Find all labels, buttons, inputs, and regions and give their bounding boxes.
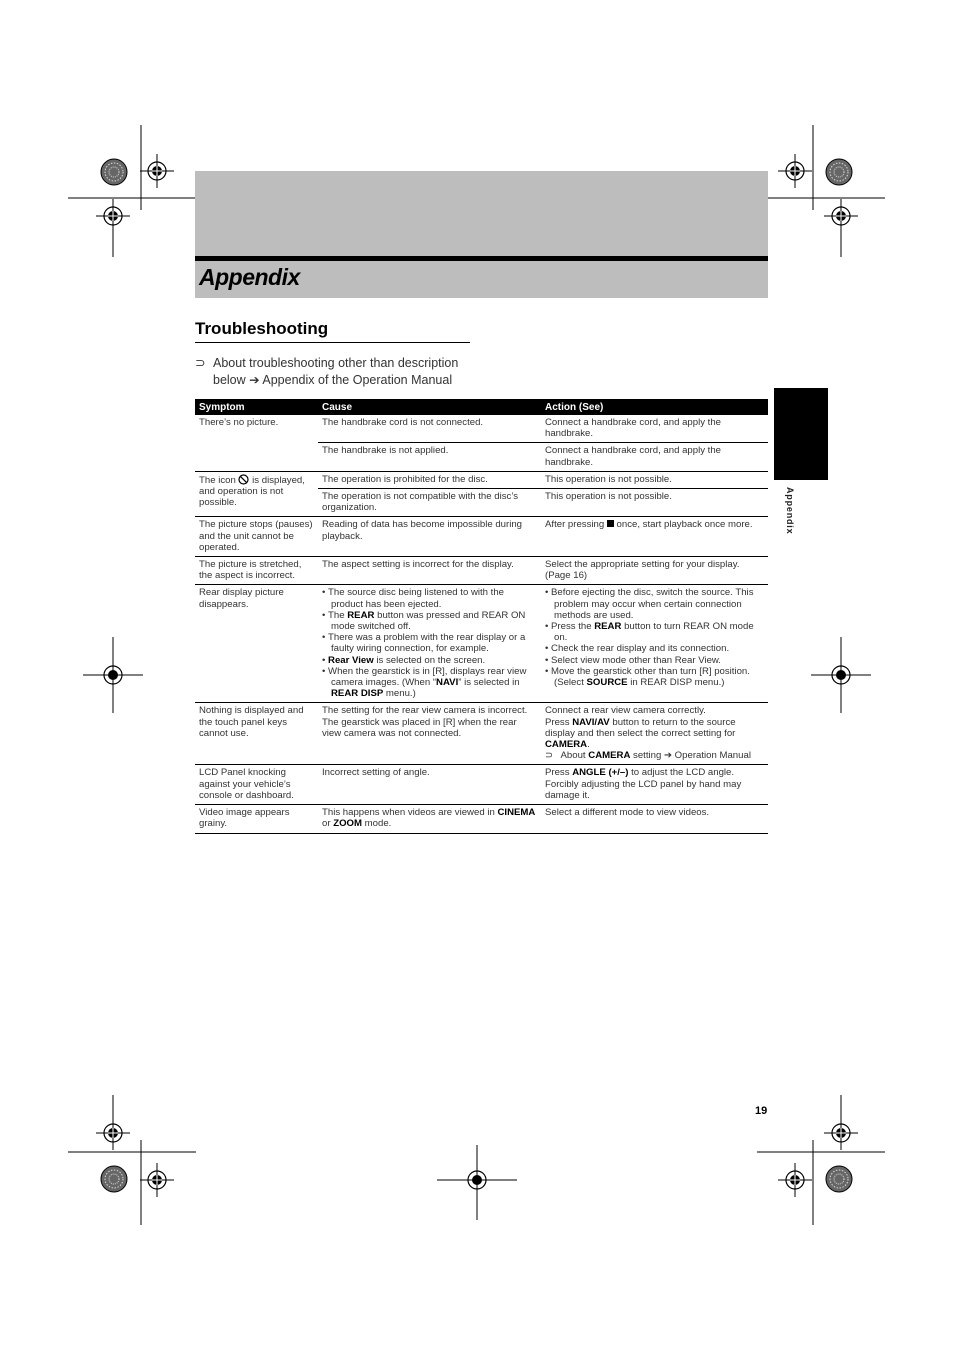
side-tab-label: Appendix [785, 487, 795, 535]
column-header-symptom: Symptom [195, 399, 318, 415]
list-item: • Before ejecting the disc, switch the source. This problem may occur when certain connection methods are used. [545, 587, 764, 621]
reference-note-line2: below ➔ Appendix of the Operation Manual [213, 373, 453, 387]
chapter-header-rule [195, 256, 768, 261]
table-row [195, 585, 768, 703]
action-cell: This operation is not possible. [541, 471, 768, 488]
reg-mark-mid-left [83, 637, 143, 713]
column-header-action: Action (See) [541, 399, 768, 415]
table-row [195, 765, 768, 805]
reference-arrow-icon: ⊃ [545, 750, 554, 762]
action-cell: Press ANGLE (+/–) to adjust the LCD angle. Forcibly adjusting the LCD panel by hand may damage it. [541, 765, 768, 805]
cause-cell: The setting for the rear view camera is incorrect. The gearstick was placed in [R] when the rear view camera was not connected. [318, 703, 541, 765]
action-cell: After pressing once, start playback once more. [541, 517, 768, 557]
list-item: • Move the gearstick other than turn [R] position. (Select SOURCE in REAR DISP menu.) [545, 666, 764, 688]
reference-note [195, 355, 485, 389]
table-row [195, 415, 768, 443]
reg-mark-bottom-right [757, 1095, 885, 1225]
list-item: • Rear View is selected on the screen. [322, 655, 537, 666]
action-cell: Connect a handbrake cord, and apply the handbrake. [541, 443, 768, 471]
page-number: 19 [755, 1105, 768, 1117]
cause-cell: The handbrake is not applied. [318, 443, 541, 471]
cause-cell: The operation is not compatible with the disc’s organization. [318, 489, 541, 517]
stop-icon [607, 520, 614, 527]
list-item: • Press the REAR button to turn REAR ON mode on. [545, 621, 764, 643]
action-cell: Connect a rear view camera correctly. Press NAVI/AV button to return to the source display and then select the correct setting for CAMERA. ⊃ About CAMERA setting ➔ Operation Manual [541, 703, 768, 765]
reg-mark-bottom-left [68, 1095, 196, 1225]
symptom-cell: There’s no picture. [195, 415, 318, 471]
cause-cell: The operation is prohibited for the disc. [318, 471, 541, 488]
list-item: • Check the rear display and its connection. [545, 643, 764, 654]
chapter-title: Appendix [199, 264, 300, 290]
list-item: • The REAR button was pressed and REAR ON mode switched off. [322, 610, 537, 632]
list-item: • Select view mode other than Rear View. [545, 655, 764, 666]
reference-note-line1: About troubleshooting other than description [213, 356, 459, 370]
reg-mark-top-left [68, 125, 196, 257]
symptom-cell: LCD Panel knocking against your vehicle’s console or dashboard. [195, 765, 318, 805]
symptom-cell: The picture stops (pauses) and the unit cannot be operated. [195, 517, 318, 557]
section-title: Troubleshooting [195, 319, 329, 338]
table-header-row [195, 399, 768, 415]
troubleshooting-table [195, 399, 768, 834]
prohibited-icon [238, 474, 249, 485]
action-cell: Connect a handbrake cord, and apply the handbrake. [541, 415, 768, 443]
reg-mark-bottom-center [437, 1145, 517, 1220]
cause-cell [318, 585, 541, 703]
symptom-cell: Video image appears grainy. [195, 805, 318, 833]
table-row [195, 471, 768, 488]
symptom-cell: The icon is displayed, and operation is not possible. [195, 471, 318, 517]
action-cell: Select the appropriate setting for your display. (Page 16) [541, 557, 768, 585]
symptom-cell: Rear display picture disappears. [195, 585, 318, 703]
table-row [195, 557, 768, 585]
action-list [545, 587, 764, 688]
cause-cell: This happens when videos are viewed in CINEMA or ZOOM mode. [318, 805, 541, 833]
column-header-cause: Cause [318, 399, 541, 415]
cause-cell: The handbrake cord is not connected. [318, 415, 541, 443]
cause-cell: The aspect setting is incorrect for the display. [318, 557, 541, 585]
reference-arrow-icon: ⊃ [195, 356, 206, 370]
section-title-rule [195, 342, 470, 343]
side-tab-marker [774, 388, 828, 480]
symptom-cell: Nothing is displayed and the touch panel keys cannot use. [195, 703, 318, 765]
list-item: • When the gearstick is in [R], displays rear view camera images. (When “NAVI” is selected in REAR DISP menu.) [322, 666, 537, 700]
reg-mark-mid-right [811, 637, 871, 713]
action-cell: This operation is not possible. [541, 489, 768, 517]
table-row [195, 805, 768, 833]
reference-note: ⊃ About CAMERA setting ➔ Operation Manual [545, 750, 751, 762]
symptom-cell: The picture is stretched, the aspect is incorrect. [195, 557, 318, 585]
table-row [195, 517, 768, 557]
cause-list [322, 587, 537, 699]
table-row [195, 703, 768, 765]
cause-cell: Incorrect setting of angle. [318, 765, 541, 805]
reg-mark-top-right [757, 125, 885, 257]
cause-cell: Reading of data has become impossible during playback. [318, 517, 541, 557]
list-item: • There was a problem with the rear display or a faulty wiring connection, for example. [322, 632, 537, 654]
list-item: • The source disc being listened to with the product has been ejected. [322, 587, 537, 609]
action-cell: Select a different mode to view videos. [541, 805, 768, 833]
action-cell [541, 585, 768, 703]
